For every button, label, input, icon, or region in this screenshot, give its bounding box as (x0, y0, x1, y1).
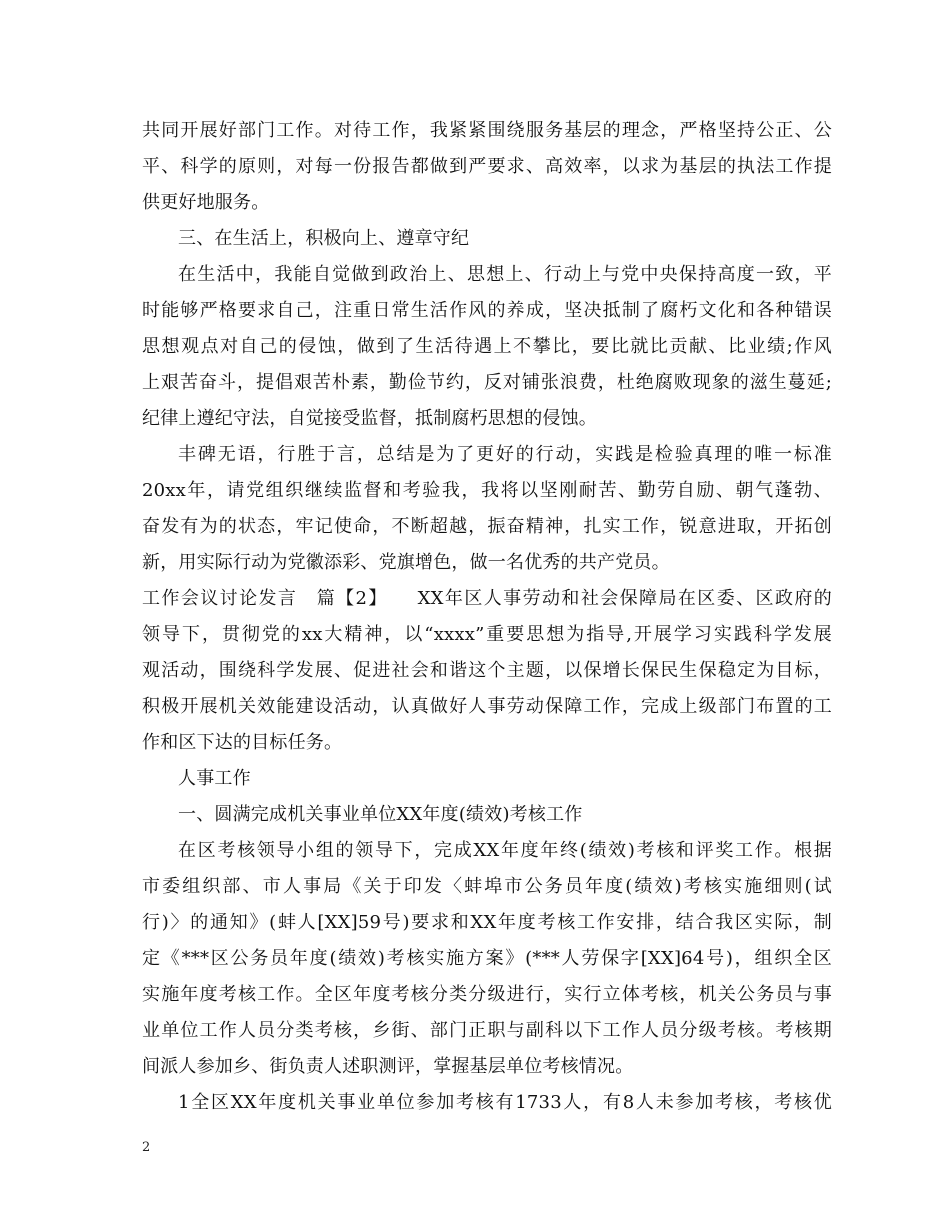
paragraph-line: 行)〉的通知》(蚌人[XX]59号)要求和XX年度考核工作安排，结合我区实际，制 (142, 912, 832, 933)
paragraph-line: 业单位工作人员分类考核，乡街、部门正职与副科以下工作人员分级考核。考核期 (142, 1020, 832, 1041)
paragraph-line: 在区考核领导小组的领导下，完成XX年度年终(绩效)考核和评奖工作。根据 (178, 840, 832, 861)
paragraph-line: 市委组织部、市人事局《关于印发〈蚌埠市公务员年度(绩效)考核实施细则(试 (142, 876, 832, 897)
paragraph-line: 供更好地服务。 (142, 192, 270, 213)
paragraph-line: 作和区下达的目标任务。 (142, 732, 343, 753)
paragraph-line: 奋发有为的状态，牢记使命，不断超越，振奋精神，扎实工作，锐意进取，开拓创 (142, 516, 832, 537)
paragraph-line: 丰碑无语，行胜于言，总结是为了更好的行动，实践是检验真理的唯一标准 (178, 444, 832, 465)
section-heading: 三、在生活上，积极向上、遵章守纪 (178, 228, 470, 249)
paragraph-line: 间派人参加乡、街负责人述职测评，掌握基层单位考核情况。 (142, 1056, 634, 1077)
paragraph-line: 领导下，贯彻党的xx大精神，以“xxxx”重要思想为指导,开展学习实践科学发展 (142, 624, 832, 645)
section-heading: 人事工作 (178, 768, 251, 789)
paragraph-line: 共同开展好部门工作。对待工作，我紧紧围绕服务基层的理念，严格坚持公正、公 (142, 120, 832, 141)
paragraph-line: 时能够严格要求自己，注重日常生活作风的养成，坚决抵制了腐朽文化和各种错误 (142, 300, 832, 321)
paragraph-line: 20xx年，请党组织继续监督和考验我，我将以坚刚耐苦、勤劳自励、朝气蓬勃、 (142, 480, 832, 501)
paragraph-line: 定《***区公务员年度(绩效)考核实施方案》(***人劳保字[XX]64号)，组织全区 (142, 948, 832, 969)
paragraph-line: 工作会议讨论发言 篇【2】 XX年区人事劳动和社会保障局在区委、区政府的 (142, 588, 832, 609)
section-heading: 一、圆满完成机关事业单位XX年度(绩效)考核工作 (178, 804, 583, 825)
paragraph-line: 平、科学的原则，对每一份报告都做到严要求、高效率，以求为基层的执法工作提 (142, 156, 832, 177)
paragraph-line: 在生活中，我能自觉做到政治上、思想上、行动上与党中央保持高度一致，平 (178, 264, 832, 285)
paragraph-line: 实施年度考核工作。全区年度考核分类分级进行，实行立体考核，机关公务员与事 (142, 984, 832, 1005)
page-number: 2 (142, 1140, 151, 1155)
paragraph-line: 观活动，围绕科学发展、促进社会和谐这个主题，以保增长保民生保稳定为目标， (142, 660, 832, 681)
paragraph-line: 上艰苦奋斗，提倡艰苦朴素，勤俭节约，反对铺张浪费，杜绝腐败现象的滋生蔓延; (142, 372, 832, 393)
paragraph-line: 积极开展机关效能建设活动，认真做好人事劳动保障工作，完成上级部门布置的工 (142, 696, 832, 717)
paragraph-line: 纪律上遵纪守法，自觉接受监督，抵制腐朽思想的侵蚀。 (142, 408, 597, 429)
paragraph-line: 1全区XX年度机关事业单位参加考核有1733人，有8人未参加考核，考核优 (178, 1092, 832, 1113)
paragraph-line: 新，用实际行动为党徽添彩、党旗增色，做一名优秀的共产党员。 (142, 552, 670, 573)
paragraph-line: 思想观点对自己的侵蚀，做到了生活待遇上不攀比，要比就比贡献、比业绩;作风 (142, 336, 832, 357)
